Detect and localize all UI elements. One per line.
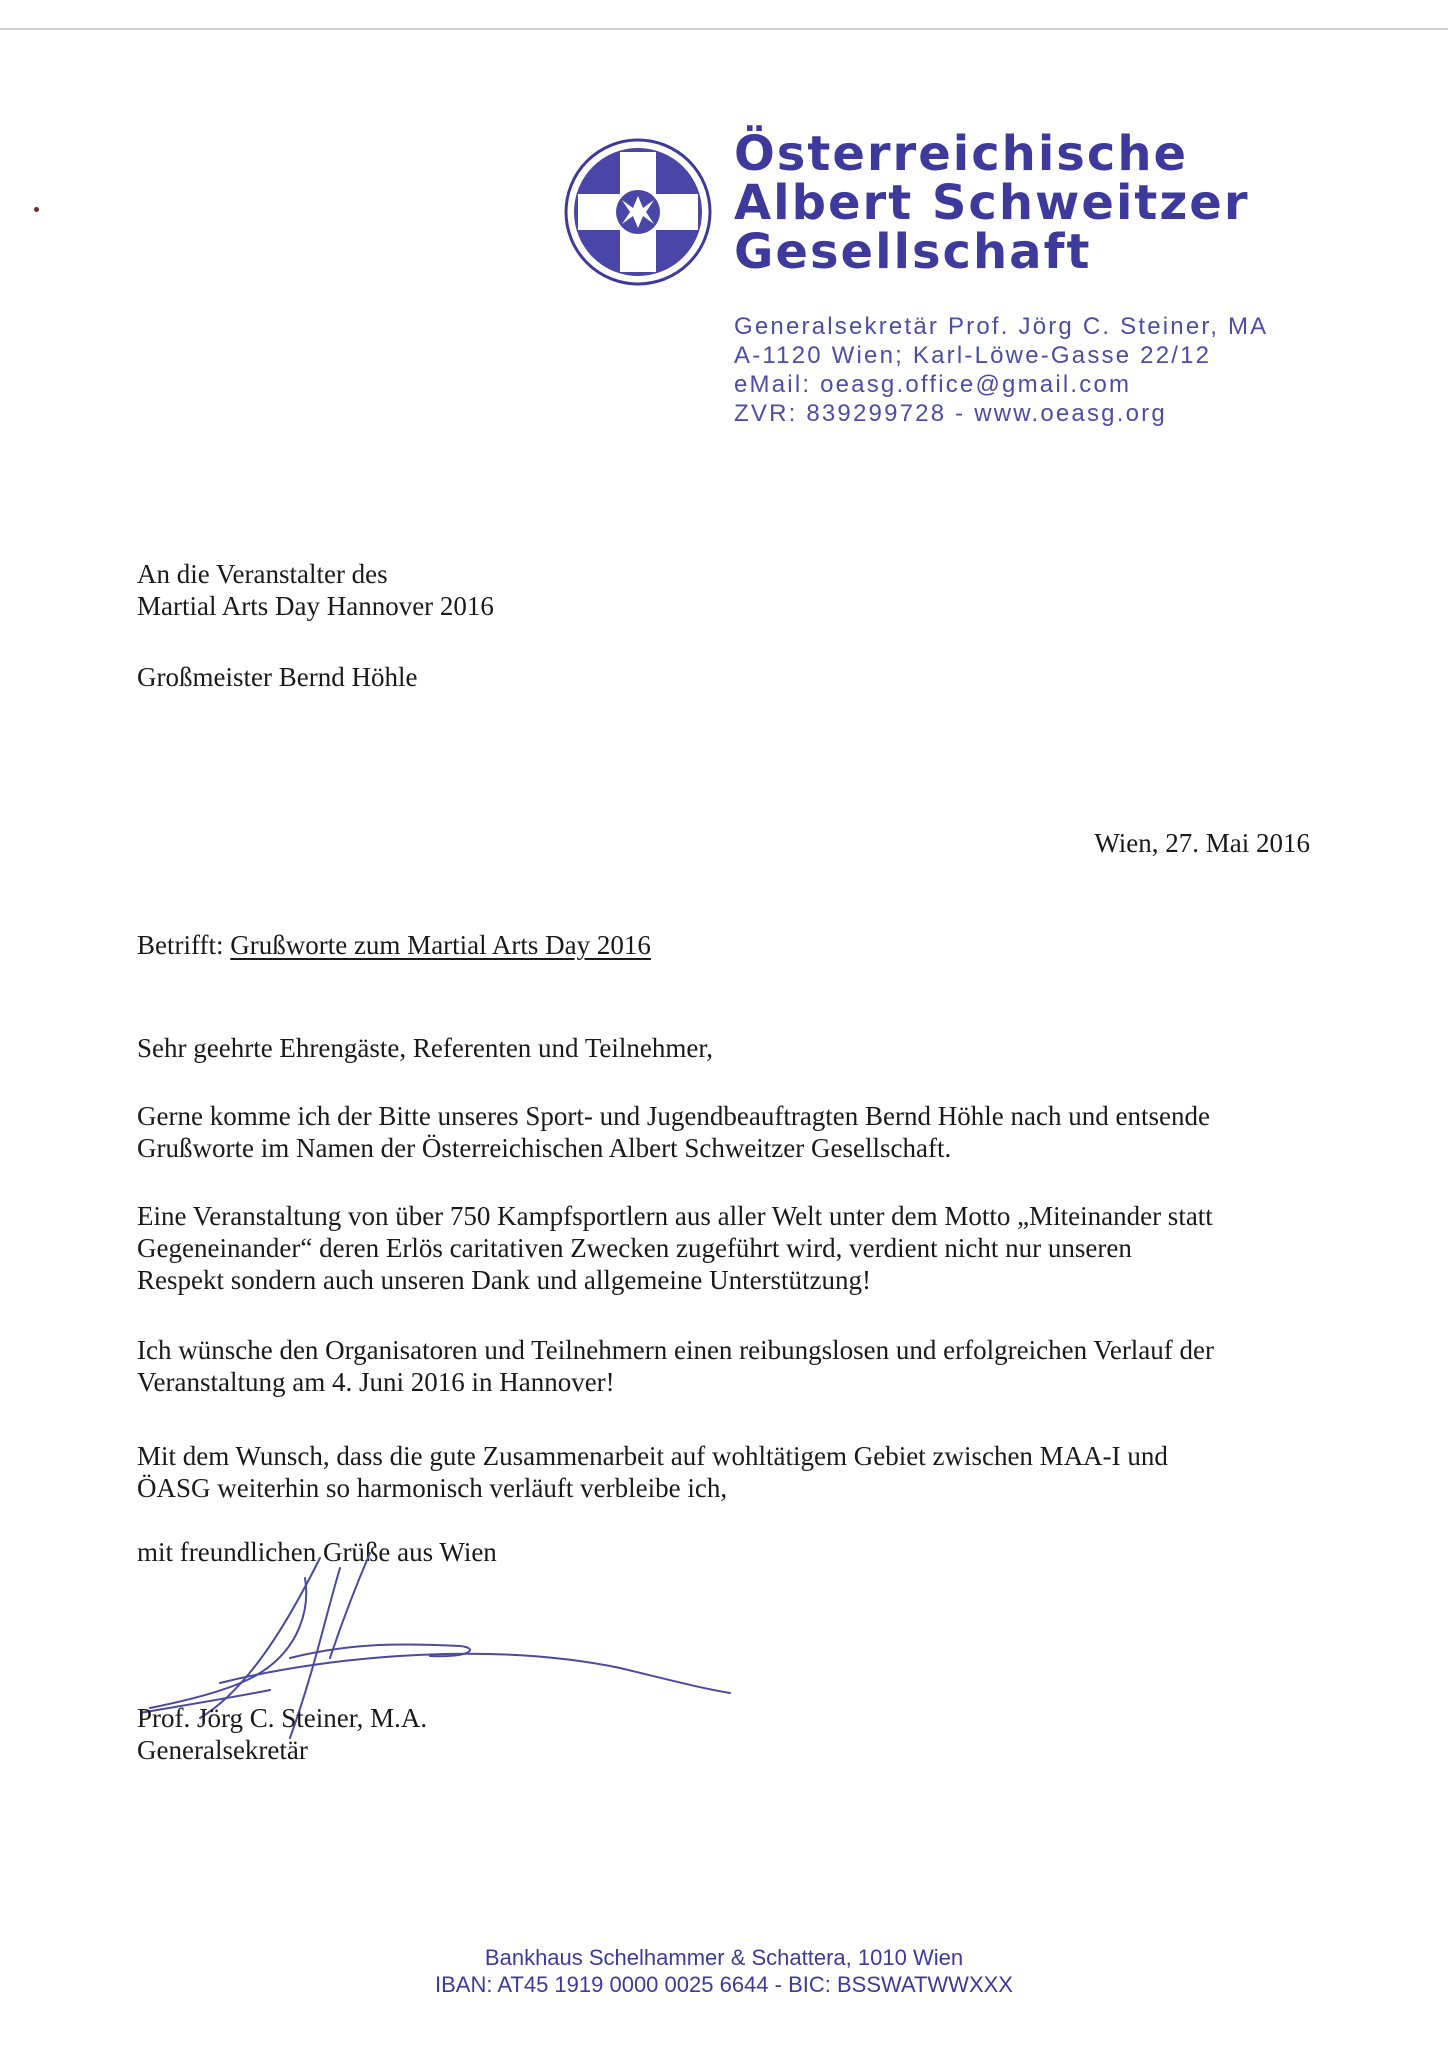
paragraph-3 (137, 1334, 1214, 1398)
paragraph-line: Grußworte im Namen der Österreichischen Albert Schweitzer Gesellschaft. (137, 1133, 952, 1163)
paragraph-line: Eine Veranstaltung von über 750 Kampfsportlern aus aller Welt unter dem Motto „Miteinander statt (137, 1201, 1213, 1231)
organization-name (734, 126, 1250, 280)
paragraph-line: Gerne komme ich der Bitte unseres Sport- und Jugendbeauftragten Bernd Höhle nach und entsende (137, 1101, 1210, 1131)
footer-bank: Bankhaus Schelhammer & Schattera, 1010 Wien (484, 1945, 964, 1970)
subject-line (137, 929, 651, 961)
salutation: Sehr geehrte Ehrengäste, Referenten und Teilnehmer, (137, 1033, 714, 1063)
paragraph-line: Veranstaltung am 4. Juni 2016 in Hannover! (137, 1367, 615, 1397)
recipient-line2: Martial Arts Day Hannover 2016 (137, 591, 494, 621)
subject-label: Betrifft: (137, 930, 224, 960)
paragraph-4 (137, 1440, 1168, 1504)
org-name-line3: Gesellschaft (734, 224, 1092, 280)
recipient-address (137, 558, 494, 622)
paragraph-line: Respekt sondern auch unseren Dank und allgemeine Unterstützung! (137, 1265, 872, 1295)
org-name-line1: Österreichische (734, 126, 1189, 182)
secretary-line: Generalsekretär Prof. Jörg C. Steiner, MA (734, 313, 1269, 340)
top-rule (0, 28, 1448, 30)
paragraph-line: ÖASG weiterhin so harmonisch verläuft verbleibe ich, (137, 1473, 728, 1503)
subject-text: Grußworte zum Martial Arts Day 2016 (230, 930, 651, 960)
footer-bank-info (0, 1944, 1448, 1998)
closing-line: mit freundlichen Grüße aus Wien (137, 1537, 497, 1567)
scan-speck (34, 207, 39, 212)
recipient-line1: An die Veranstalter des (137, 559, 388, 589)
signer-block (137, 1702, 427, 1766)
letter-date: Wien, 27. Mai 2016 (1094, 828, 1310, 858)
address-line: A-1120 Wien; Karl-Löwe-Gasse 22/12 (734, 342, 1212, 369)
paragraph-line: Mit dem Wunsch, dass die gute Zusammenarbeit auf wohltätigem Gebiet zwischen MAA-I und (137, 1441, 1168, 1471)
signer-name: Prof. Jörg C. Steiner, M.A. (137, 1703, 428, 1733)
email-line: eMail: oeasg.office@gmail.com (734, 371, 1132, 398)
footer-iban: IBAN: AT45 1919 0000 0025 6644 - BIC: BSSWATWWXXX (435, 1972, 1013, 1997)
recipient-person: Großmeister Bernd Höhle (137, 662, 418, 692)
organization-contact (734, 312, 1268, 428)
org-name-line2: Albert Schweitzer (734, 175, 1250, 231)
paragraph-line: Ich wünsche den Organisatoren und Teilnehmern einen reibungslosen und erfolgreichen Verlauf der (137, 1335, 1215, 1365)
maltese-cross-logo-icon (564, 138, 712, 286)
paragraph-line: Gegeneinander“ deren Erlös caritativen Zwecken zugeführt wird, verdient nicht nur unseren (137, 1233, 1132, 1263)
signer-title: Generalsekretär (137, 1735, 308, 1765)
paragraph-2 (137, 1200, 1213, 1296)
registry-web-line: ZVR: 839299728 - www.oeasg.org (734, 400, 1167, 427)
paragraph-1 (137, 1100, 1210, 1164)
